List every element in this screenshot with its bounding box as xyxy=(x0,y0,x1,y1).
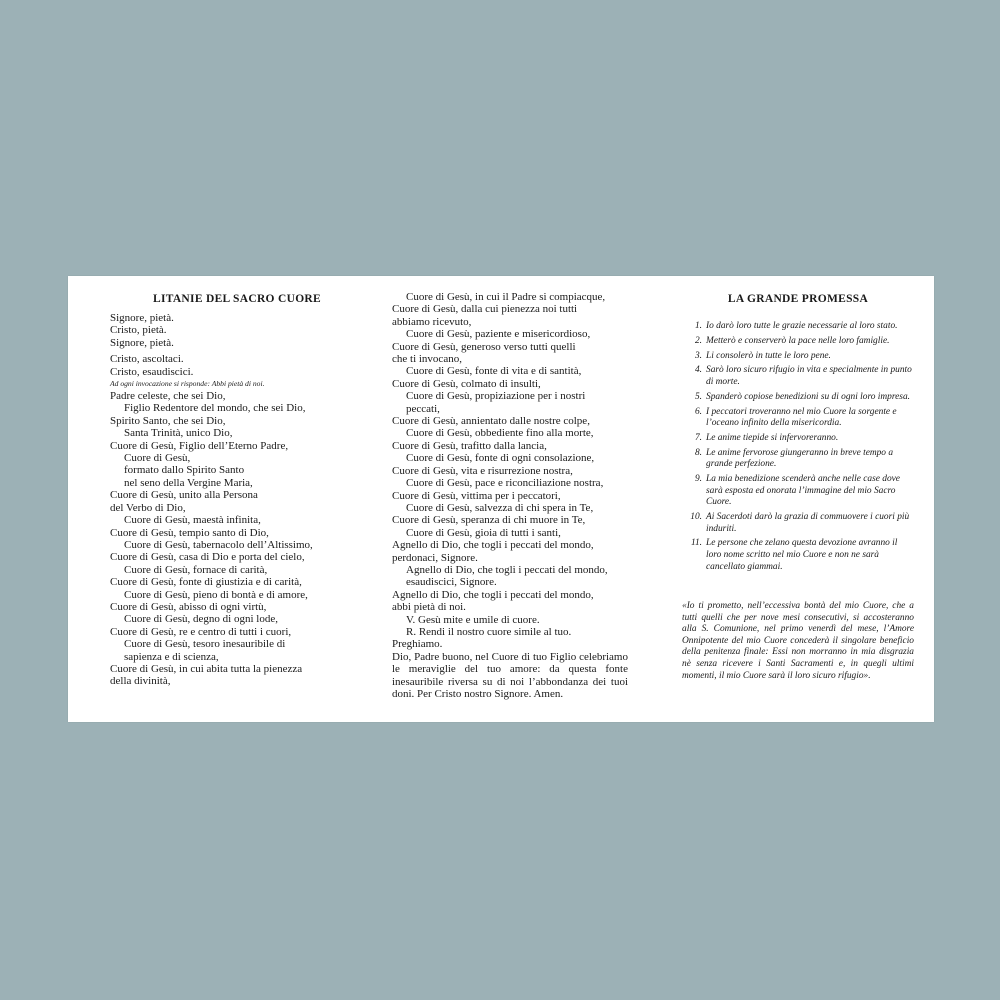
promise-number: 9. xyxy=(694,474,702,485)
litany-line: Cuore di Gesù, generoso verso tutti quelli xyxy=(392,340,576,353)
litany-line: Cuore di Gesù, fonte di vita e di santità, xyxy=(406,365,582,378)
litany-line: Spirito Santo, che sei Dio, xyxy=(110,414,226,427)
litany-line: formato dallo Spirito Santo xyxy=(124,464,245,477)
litany-line: Agnello di Dio, che togli i peccati del mondo, xyxy=(406,563,608,576)
promise-item xyxy=(682,351,914,363)
litany-text-2 xyxy=(392,291,628,700)
promise-number: 5. xyxy=(694,391,702,402)
litany-line: Cuore di Gesù, xyxy=(124,452,191,465)
litany-line: perdonaci, Signore. xyxy=(392,551,478,564)
litany-line: Cristo, ascoltaci. xyxy=(110,353,184,366)
litany-line: peccati, xyxy=(406,402,440,415)
litany-line: Cristo, esaudiscici. xyxy=(110,365,194,378)
promise-item xyxy=(682,321,914,333)
litany-line: nel seno della Vergine Maria, xyxy=(124,476,253,489)
litany-column-2 xyxy=(392,276,628,722)
promise-text: Spanderò copiose benedizioni su di ogni loro impresa. xyxy=(706,391,910,402)
litany-line: della divinità, xyxy=(110,675,171,688)
litany-line: Cuore di Gesù, in cui abita tutta la pienezza xyxy=(110,662,303,675)
litany-line: V. Gesù mite e umile di cuore. xyxy=(406,613,540,626)
litany-line: Cuore di Gesù, pieno di bontà e di amore, xyxy=(124,588,308,601)
litany-line: Signore, pietà. xyxy=(110,312,174,324)
litany-line: Cuore di Gesù, vittima per i peccatori, xyxy=(392,489,561,502)
litany-text-1 xyxy=(110,312,368,688)
litany-line: Cuore di Gesù, gioia di tutti i santi, xyxy=(406,526,561,539)
response-note: Ad ogni invocazione si risponde: Abbi pietà di noi. xyxy=(110,379,265,389)
litany-line: abbiamo ricevuto, xyxy=(392,315,472,328)
litany-line: Cuore di Gesù, tesoro inesauribile di xyxy=(124,638,286,651)
promise-number: 7. xyxy=(694,432,702,443)
promise-item xyxy=(682,392,914,404)
promise-text: Io darò loro tutte le grazie necessarie al loro stato. xyxy=(706,321,898,331)
litany-line: Cuore di Gesù, fonte di ogni consolazione, xyxy=(406,452,595,465)
litany-line: Cuore di Gesù, tabernacolo dell’Altissimo, xyxy=(124,538,313,551)
promise-list xyxy=(682,321,914,576)
litany-line: sapienza e di scienza, xyxy=(124,650,219,663)
litany-line: Cuore di Gesù, speranza di chi muore in Te, xyxy=(392,514,586,527)
litany-line: R. Rendi il nostro cuore simile al tuo. xyxy=(406,625,572,638)
promise-item xyxy=(682,512,914,535)
promise-number: 8. xyxy=(694,447,702,458)
litany-line: Cuore di Gesù, unito alla Persona xyxy=(110,489,258,502)
promise-text: Li consolerò in tutte le loro pene. xyxy=(706,350,831,361)
promise-text: Le persone che zelano questa devozione avranno il loro nome scritto nel mio Cuore e non ne sarà cancellato giammai. xyxy=(706,538,898,572)
litany-line: Cuore di Gesù, degno di ogni lode, xyxy=(124,613,278,626)
promise-item xyxy=(682,365,914,388)
promise-item xyxy=(682,407,914,430)
litany-line: Cuore di Gesù, tempio santo di Dio, xyxy=(110,526,269,539)
litany-line: Agnello di Dio, che togli i peccati del mondo, xyxy=(392,539,594,552)
promise-item xyxy=(682,433,914,445)
litany-line: Cuore di Gesù, Figlio dell’Eterno Padre, xyxy=(110,439,289,452)
litany-line: Santa Trinità, unico Dio, xyxy=(124,427,233,440)
promise-number: 4. xyxy=(694,365,702,376)
promise-title: LA GRANDE PROMESSA xyxy=(727,293,869,305)
litany-title: LITANIE DEL SACRO CUORE xyxy=(152,293,322,305)
promise-text: La mia benedizione scenderà anche nelle case dove sarà esposta ed onorata l’immagine del mio Sacro Cuore. xyxy=(706,474,900,508)
promise-number: 1. xyxy=(694,321,702,331)
litany-line: Agnello di Dio, che togli i peccati del mondo, xyxy=(392,588,594,601)
promise-text: I peccatori troveranno nel mio Cuore la sorgente e l’oceano infinito della misericordia. xyxy=(706,406,897,429)
litany-line: Cuore di Gesù, colmato di insulti, xyxy=(392,377,541,390)
litany-line: Cuore di Gesù, vita e risurrezione nostra, xyxy=(392,464,573,477)
promise-number: 6. xyxy=(694,406,702,417)
promise-number: 2. xyxy=(694,335,702,346)
litany-line: Figlio Redentore del mondo, che sei Dio, xyxy=(124,402,306,415)
litany-line: Signore, pietà. xyxy=(110,336,174,349)
litany-line: che ti invocano, xyxy=(392,353,462,366)
litany-line: Cuore di Gesù, obbediente fino alla morte, xyxy=(406,427,594,440)
litany-line: Cuore di Gesù, in cui il Padre si compiacque, xyxy=(406,291,606,303)
promise-text: Le anime fervorose giungeranno in breve tempo a grande perfezione. xyxy=(706,447,894,470)
litany-line: Cuore di Gesù, trafitto dalla lancia, xyxy=(392,439,547,452)
promise-item xyxy=(682,538,914,573)
promise-item xyxy=(682,336,914,348)
promise-text: Ai Sacerdoti darò la grazia di commuovere i cuori più induriti. xyxy=(706,512,910,534)
litany-line: esaudiscici, Signore. xyxy=(406,576,497,589)
litany-line: Cuore di Gesù, re e centro di tutti i cuori, xyxy=(110,625,292,638)
promise-number: 10. xyxy=(690,512,702,522)
promise-item xyxy=(682,474,914,509)
litany-line: Cuore di Gesù, maestà infinita, xyxy=(124,514,261,527)
promise-text: Le anime tiepide si infervoreranno. xyxy=(706,432,839,443)
promise-column xyxy=(682,276,914,722)
litany-line: Cuore di Gesù, propiziazione per i nostri xyxy=(406,390,586,403)
litany-line: Cuore di Gesù, fonte di giustizia e di carità, xyxy=(110,576,302,589)
promise-item xyxy=(682,448,914,471)
litany-line: del Verbo di Dio, xyxy=(110,501,186,514)
litany-column-1 xyxy=(106,276,368,722)
litany-line: Cuore di Gesù, casa di Dio e porta del cielo, xyxy=(110,551,305,564)
litany-line: Cuore di Gesù, salvezza di chi spera in Te, xyxy=(406,501,594,514)
litany-line: Cuore di Gesù, annientato dalle nostre colpe, xyxy=(392,415,590,428)
litany-line: Cuore di Gesù, pace e riconciliazione nostra, xyxy=(406,477,604,490)
litany-line: Cuore di Gesù, dalla cui pienezza noi tutti xyxy=(392,303,578,316)
promise-quote: «Io ti prometto, nell’eccessiva bontà del mio Cuore, che a tutti quelli che per nove mesi consecutivi, si accosteranno alla S. Comunione, nel primo venerdì del mese, l’Amore Onnipotente del mio Cuore concederà il singolare beneficio della penitenza finale: Essi non morranno in mia disgrazia nè senza ricevere i Santi Sacramenti e, in quegli ultimi momenti, il mio Cuore sarà il loro sicuro rifugio». xyxy=(682,601,914,681)
litany-line: Cuore di Gesù, paziente e misericordioso, xyxy=(406,328,591,341)
promise-number: 11. xyxy=(690,538,702,549)
promise-text: Metterò e conserverò la pace nelle loro famiglie. xyxy=(706,335,890,346)
promise-text: Sarò loro sicuro rifugio in vita e specialmente in punto di morte. xyxy=(706,365,912,387)
litany-line: Cristo, pietà. xyxy=(110,324,167,337)
litany-line: abbi pietà di noi. xyxy=(392,601,466,614)
litany-line: Cuore di Gesù, abisso di ogni virtù, xyxy=(110,600,267,613)
litany-line: Cuore di Gesù, fornace di carità, xyxy=(124,563,268,576)
prayer-card xyxy=(68,276,934,722)
promise-number: 3. xyxy=(694,350,702,361)
litany-line: Padre celeste, che sei Dio, xyxy=(110,390,226,403)
litany-line: Preghiamo. xyxy=(392,638,443,651)
closing-prayer: Dio, Padre buono, nel Cuore di tuo Figlio celebriamo le meraviglie del tuo amore: da questa fonte inesauribile riversa su di noi l’abbondanza dei tuoi doni. Per Cristo nostro Signore. Amen. xyxy=(392,650,628,700)
